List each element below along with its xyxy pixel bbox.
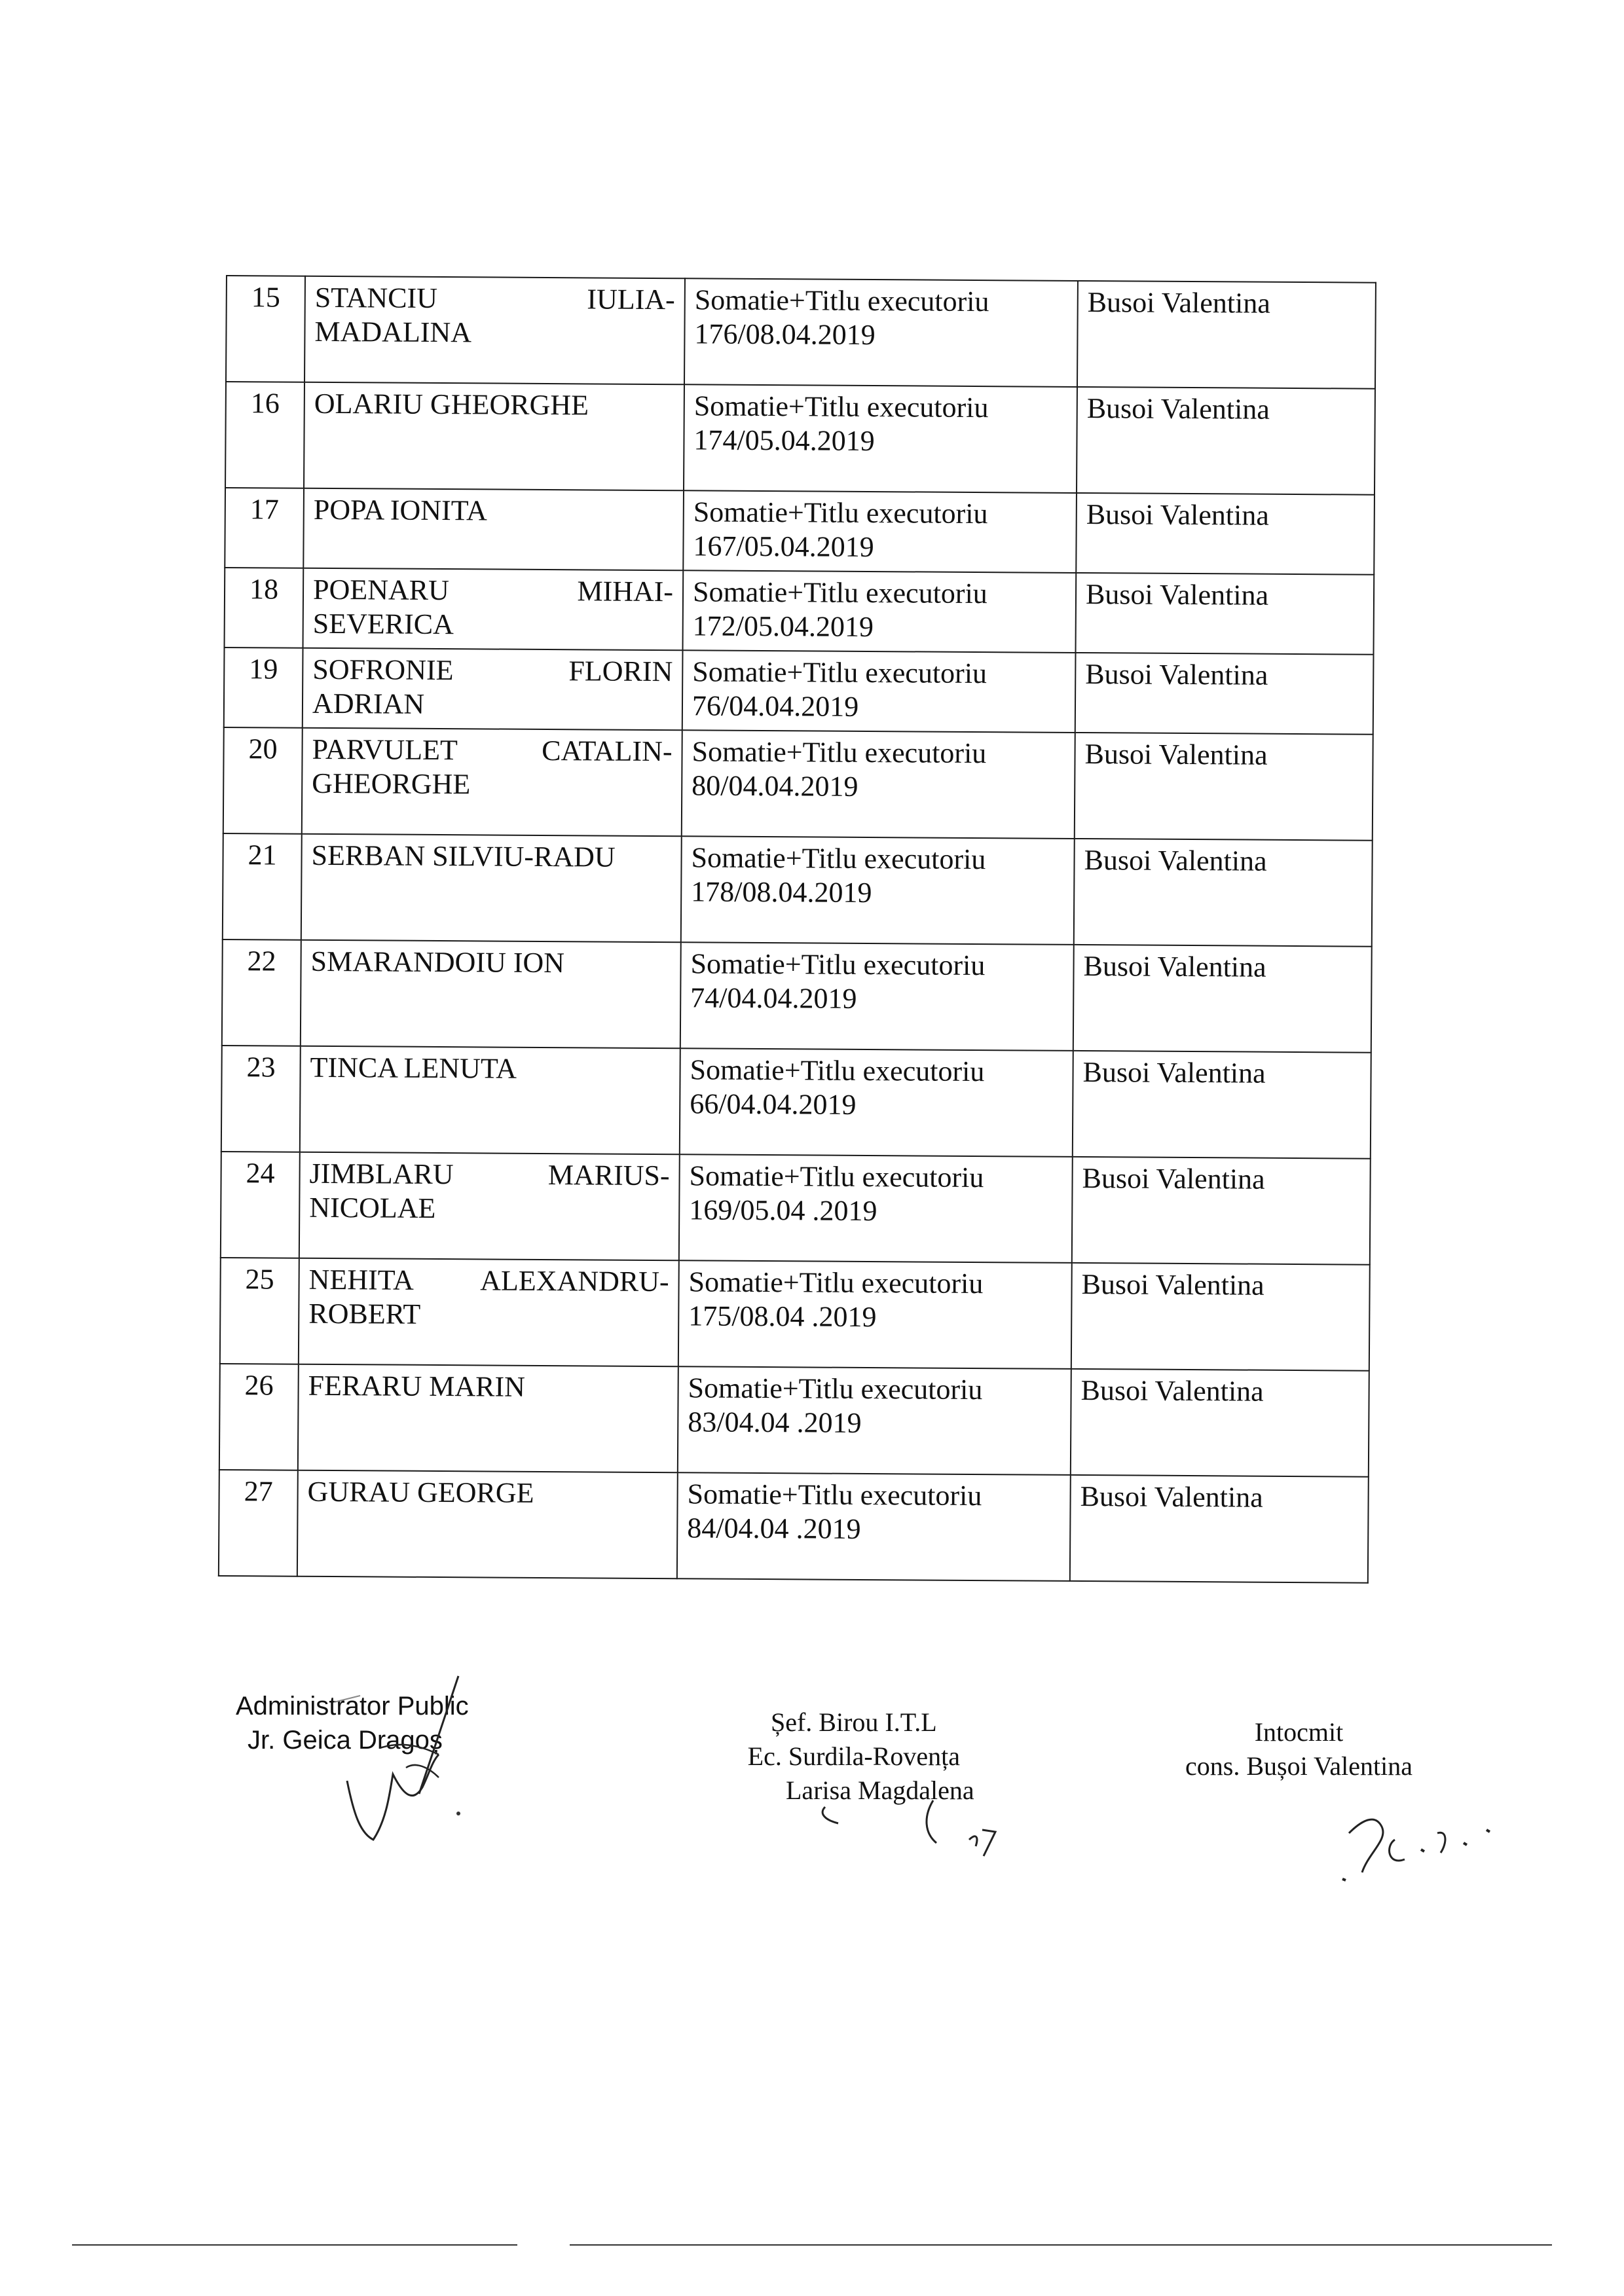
document-reference: 80/04.04.2019 [692, 769, 858, 803]
row-number-cell: 21 [223, 833, 302, 940]
table-row [223, 833, 1373, 947]
agent-cell: Busoi Valentina [1074, 839, 1373, 947]
document-cell [679, 1154, 1073, 1263]
intocmit-title: Intocmit [1254, 1717, 1344, 1747]
table-row [221, 1152, 1371, 1265]
admin-title: Administrator Public [236, 1692, 469, 1721]
document-type: Somatie+Titlu executoriu [688, 1372, 983, 1406]
document-reference: 167/05.04.2019 [693, 530, 874, 564]
debtor-name-cell: TINCA LENUTA [300, 1046, 680, 1155]
document-cell [682, 730, 1075, 839]
document-reference: 76/04.04.2019 [692, 689, 859, 723]
document-type: Somatie+Titlu executoriu [693, 496, 988, 530]
debtor-name-cell: JIMBLARU MARIUS-NICOLAE [299, 1152, 680, 1261]
debtor-name-cell: STANCIU IULIA-MADALINA [304, 276, 685, 385]
row-number-cell: 24 [221, 1152, 300, 1258]
debtor-name-cell: SMARANDOIU ION [301, 940, 681, 1049]
document-reference: 169/05.04 .2019 [689, 1194, 877, 1228]
document-reference: 176/08.04.2019 [694, 318, 876, 352]
row-number-cell: 23 [221, 1046, 301, 1152]
row-number-cell: 18 [225, 568, 304, 648]
debtor-name-cell: SERBAN SILVIU-RADU [301, 834, 682, 943]
row-number-cell: 20 [223, 727, 303, 834]
document-reference: 174/05.04.2019 [693, 424, 875, 458]
agent-cell: Busoi Valentina [1071, 1263, 1370, 1371]
sef-title: Șef. Birou I.T.L [770, 1707, 937, 1737]
agent-cell: Busoi Valentina [1073, 945, 1372, 1053]
document-type: Somatie+Titlu executoriu [690, 947, 986, 982]
agent-cell: Busoi Valentina [1075, 653, 1374, 735]
row-number-cell: 27 [219, 1470, 298, 1576]
document-cell [681, 836, 1075, 945]
debtor-name-cell: NEHITA ALEXANDRU-ROBERT [299, 1258, 679, 1367]
signature-block-sef [733, 1705, 974, 1808]
records-table-body [219, 276, 1376, 1583]
agent-cell: Busoi Valentina [1075, 573, 1374, 655]
document-cell [680, 1048, 1073, 1157]
admin-name: Jr. Geica Dragoș [248, 1726, 443, 1755]
agent-cell: Busoi Valentina [1071, 1369, 1369, 1477]
sef-handwritten-signature [812, 1794, 1035, 1872]
table-row [221, 1046, 1371, 1159]
document-cell [680, 942, 1074, 1051]
sef-name-line1: Ec. Surdila-Rovența [747, 1741, 960, 1771]
document-type: Somatie+Titlu executoriu [687, 1478, 982, 1512]
table-row [223, 727, 1373, 841]
debtor-name-cell: OLARIU GHEORGHE [304, 382, 684, 491]
document-cell [684, 384, 1077, 493]
document-reference: 172/05.04.2019 [692, 610, 874, 644]
document-reference: 178/08.04.2019 [691, 875, 872, 909]
document-reference: 84/04.04 .2019 [687, 1512, 861, 1545]
table-row [224, 647, 1374, 735]
document-cell [682, 650, 1076, 733]
document-type: Somatie+Titlu executoriu [688, 1266, 984, 1300]
records-table-wrapper [218, 275, 1375, 1584]
table-row [225, 488, 1375, 575]
row-number-cell: 26 [219, 1364, 299, 1470]
debtor-name-cell: FERARU MARIN [298, 1364, 678, 1473]
intocmit-handwritten-signature [1323, 1794, 1545, 1886]
document-type: Somatie+Titlu executoriu [693, 390, 989, 424]
document-reference: 83/04.04 .2019 [688, 1406, 862, 1439]
agent-cell: Busoi Valentina [1072, 1157, 1371, 1265]
document-cell [677, 1472, 1071, 1581]
table-row [219, 1470, 1369, 1583]
table-row [226, 276, 1376, 389]
row-number-cell: 19 [224, 647, 303, 728]
row-number-cell: 22 [222, 939, 301, 1046]
row-number-cell: 16 [225, 382, 304, 488]
footer-rule-right [570, 2244, 1552, 2246]
signature-block-intocmit [1185, 1715, 1412, 1783]
agent-cell: Busoi Valentina [1075, 733, 1373, 841]
table-row [222, 939, 1372, 1053]
debtor-name-cell: GURAU GEORGE [297, 1470, 678, 1579]
document-cell [678, 1260, 1072, 1369]
document-type: Somatie+Titlu executoriu [692, 655, 987, 690]
table-row [225, 382, 1375, 495]
document-reference: 66/04.04.2019 [690, 1087, 857, 1121]
table-row [219, 1364, 1369, 1477]
document-cell [678, 1366, 1071, 1475]
footer-rule-left [72, 2244, 517, 2246]
document-type: Somatie+Titlu executoriu [689, 1159, 984, 1194]
debtor-name-cell: PARVULET CATALIN-GHEORGHE [302, 728, 682, 837]
debtor-name-cell: POPA IONITA [303, 488, 684, 571]
records-table [218, 275, 1376, 1584]
agent-cell: Busoi Valentina [1077, 387, 1375, 495]
debtor-name-cell: POENARU MIHAI-SEVERICA [303, 568, 684, 651]
debtor-name-cell: SOFRONIE FLORIN ADRIAN [303, 648, 683, 731]
intocmit-name: cons. Bușoi Valentina [1185, 1751, 1413, 1781]
table-row [225, 568, 1375, 655]
document-type: Somatie+Titlu executoriu [694, 283, 989, 318]
sef-name-line2: Larisa Magdalena [786, 1776, 974, 1805]
row-number-cell: 17 [225, 488, 304, 568]
document-type: Somatie+Titlu executoriu [691, 841, 986, 876]
document-type: Somatie+Titlu executoriu [692, 575, 987, 610]
document-cell [684, 278, 1078, 387]
agent-cell: Busoi Valentina [1073, 1051, 1371, 1159]
agent-cell: Busoi Valentina [1076, 493, 1375, 575]
document-reference: 74/04.04.2019 [690, 981, 857, 1015]
row-number-cell: 15 [226, 276, 305, 382]
document-type: Somatie+Titlu executoriu [692, 735, 987, 770]
table-row [220, 1258, 1370, 1371]
document-cell [683, 490, 1077, 573]
document-reference: 175/08.04 .2019 [688, 1300, 877, 1334]
admin-handwritten-signature [308, 1663, 504, 1859]
row-number-cell: 25 [220, 1258, 299, 1364]
document-type: Somatie+Titlu executoriu [690, 1053, 985, 1088]
agent-cell: Busoi Valentina [1070, 1475, 1369, 1583]
agent-cell: Busoi Valentina [1077, 281, 1376, 389]
document-cell [683, 570, 1077, 653]
